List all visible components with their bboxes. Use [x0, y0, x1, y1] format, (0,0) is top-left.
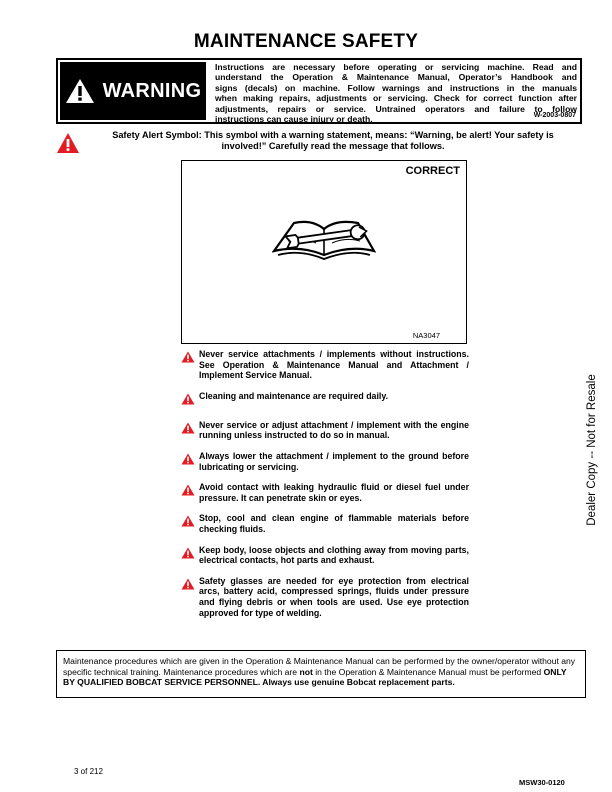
list-item — [181, 349, 469, 381]
list-item-text: Avoid contact with leaking hydraulic fluid or diesel fuel under pressure. It can penetrate skin or eyes. — [199, 482, 469, 503]
list-item — [181, 482, 469, 503]
list-item-text: Always lower the attachment / implement to the ground before lubricating or servicing. — [199, 450, 469, 472]
red-warning-icon — [181, 349, 199, 368]
warning-code: W-2003-0807 — [533, 112, 576, 119]
manual-wrench-icon — [272, 211, 376, 266]
warning-line: understand the Operation & Maintenance Manual, Operator’s Handbook and — [215, 72, 577, 83]
red-warning-icon — [181, 576, 199, 595]
list-item — [181, 420, 469, 441]
note-emphasis: ONLY BY QUALIFIED BOBCAT SERVICE PERSONNEL. Always use genuine Bobcat replacement parts. — [63, 666, 567, 688]
red-warning-icon — [181, 545, 199, 564]
warning-label — [60, 62, 206, 120]
warning-line: signs (decals) on machine. Follow warnings and instructions in the manuals — [215, 82, 577, 93]
note-text: in the Operation & Maintenance Manual must be performed — [312, 666, 544, 677]
list-item — [181, 545, 469, 566]
red-warning-icon — [181, 420, 199, 439]
list-item-text: Safety glasses are needed for eye protection from electrical arcs, battery acid, compressed springs, fluids under pressure and flying debris or when tools are used. Use eye protection approved for type of welding. — [199, 575, 469, 618]
warning-line: instructions can cause injury or death. — [215, 113, 373, 124]
warning-text — [215, 62, 577, 124]
list-item-text: Cleaning and maintenance are required daily. — [199, 390, 389, 401]
safety-alert-line: Safety Alert Symbol: This symbol with a warning statement, means: “Warning, be alert! Your safety is — [112, 130, 554, 140]
safety-alert-text — [86, 130, 580, 152]
warning-line: Instructions are necessary before operating or servicing machine. Read and — [215, 62, 577, 72]
page-number: 3 of 212 — [74, 767, 103, 776]
red-warning-icon — [181, 513, 199, 532]
list-item — [181, 391, 469, 410]
safety-alert-icon — [56, 132, 80, 159]
red-warning-icon — [181, 451, 199, 470]
list-item-text: Keep body, loose objects and clothing away from moving parts, electrical contacts, hot parts and exhaust. — [199, 544, 469, 566]
safety-alert-line: involved!” Carefully read the message that follows. — [221, 141, 445, 151]
red-warning-icon — [181, 482, 199, 501]
note-text: Maintenance procedures which are given in the Operation & Maintenance Manual can be performed by the owner/operator without any specific technical training. Maintenance procedures which are — [63, 656, 576, 677]
figure-id: NA3047 — [412, 331, 440, 340]
list-item-text: Stop, cool and clean engine of flammable materials before checking fluids. — [199, 513, 469, 534]
list-item-text: Never service attachments / implements without instructions. See Operation & Maintenance Manual and Attachment / Implement Service Manual. — [199, 349, 469, 381]
warning-triangle-icon — [65, 78, 95, 104]
list-item — [181, 513, 469, 534]
page-title: MAINTENANCE SAFETY — [193, 31, 419, 52]
safety-bullet-list — [181, 349, 469, 628]
warning-word: WARNING — [102, 79, 202, 102]
note-emphasis: not — [299, 666, 313, 677]
figure-label: CORRECT — [405, 165, 460, 177]
list-item — [181, 451, 469, 472]
figure-box — [181, 160, 467, 344]
list-item — [181, 576, 469, 618]
document-code: MSW30-0120 — [519, 778, 565, 787]
warning-line: adjustments, repairs or service. Untrained operators and failure to follow — [215, 103, 577, 114]
maintenance-note — [56, 650, 586, 698]
list-item-text: Never service or adjust attachment / implement with the engine running unless instructed to do so in manual. — [199, 419, 469, 441]
red-warning-icon — [181, 391, 199, 410]
side-watermark: Dealer Copy -- Not for Resale — [586, 374, 598, 526]
warning-line: when making repairs, adjustments or servicing. Check for correct function after — [215, 93, 577, 104]
